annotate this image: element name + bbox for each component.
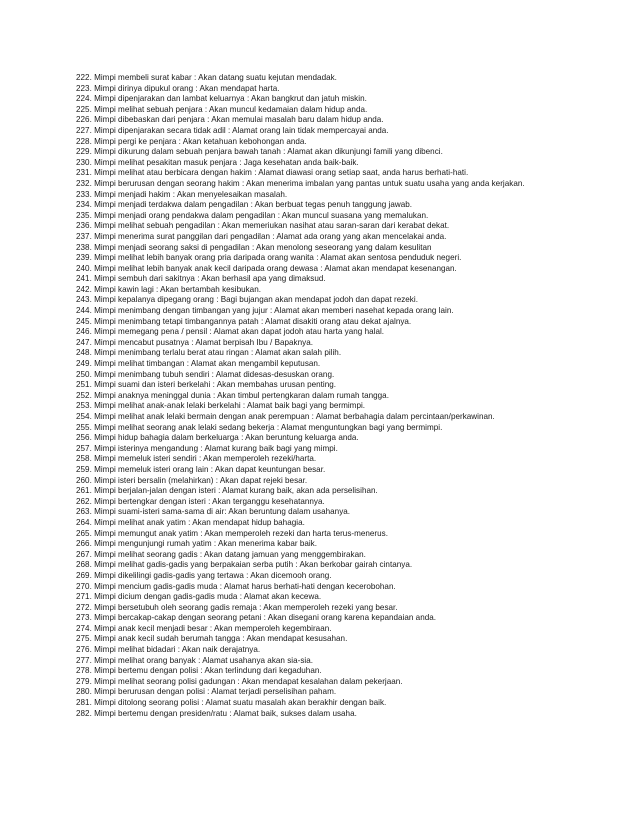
dream-entry: 229. Mimpi dikurung dalam sebuah penjara bawah tanah : Alamat akan dikunjungi famili yang dibenci. <box>76 147 443 157</box>
dream-entry: 238. Mimpi menjadi seorang saksi di pengadilan : Akan menolong seseorang yang dalam kesulitan <box>76 242 432 252</box>
dream-entry: 262. Mimpi bertengkar dengan isteri : Akan terganggu kesehatannya. <box>76 496 325 506</box>
dream-entry: 265. Mimpi memungut anak yatim : Akan memperoleh rezeki dan harta terus-menerus. <box>76 528 389 538</box>
dream-entry: 281. Mimpi ditolong seorang polisi : Alamat suatu masalah akan berakhir dengan baik. <box>76 698 387 708</box>
dream-entry: 282. Mimpi bertemu dengan presiden/ratu : Alamat baik, sukses dalam usaha. <box>76 708 357 718</box>
dream-entry: 250. Mimpi menimbang tubuh sendiri : Alamat didesas-desuskan orang. <box>76 369 335 379</box>
dream-entry: 256. Mimpi hidup bahagia dalam berkeluarga : Akan beruntung keluarga anda. <box>76 433 359 443</box>
dream-entry: 274. Mimpi anak kecil menjadi besar : Akan memperoleh kegembiraan. <box>76 623 332 633</box>
dream-entry: 280. Mimpi berurusan dengan polisi : Alamat terjadi perselisihan paham. <box>76 687 337 697</box>
dream-entry: 267. Mimpi melihat seorang gadis : Akan datang jamuan yang menggembirakan. <box>76 549 366 559</box>
dream-entry: 235. Mimpi menjadi orang pendakwa dalam pengadilan : Akan muncul suasana yang memalukan. <box>76 210 429 220</box>
dream-entry: 223. Mimpi dirinya dipukul orang : Akan mendapat harta. <box>76 83 280 93</box>
dream-entry: 237. Mimpi menerima surat panggilan dari pengadilan : Alamat ada orang yang akan mencelakai anda. <box>76 231 447 241</box>
dream-entry: 244. Mimpi menimbang dengan timbangan yang jujur : Alamat akan memberi nasehat kepada orang lain. <box>76 306 454 316</box>
dream-entry: 273. Mimpi bercakap-cakap dengan seorang petani : Akan disegani orang karena kepandaian anda. <box>76 613 437 623</box>
dream-entry: 248. Mimpi menimbang terlalu berat atau ringan : Alamat akan salah pilih. <box>76 348 342 358</box>
dream-entry: 257. Mimpi isterinya mengandung : Alamat kurang baik bagi yang mimpi. <box>76 443 338 453</box>
dream-entry: 277. Mimpi melihat orang banyak : Alamat usahanya akan sia-sia. <box>76 655 314 665</box>
dream-entry: 254. Mimpi melihat anak lelaki bermain dengan anak perempuan : Alamat berbahagia dalam percintaan/perkawinan. <box>76 412 495 421</box>
dream-entry: 269. Mimpi dikelilingi gadis-gadis yang tertawa : Akan dicemooh orang. <box>76 570 332 580</box>
dream-entry: 259. Mimpi memeluk isteri orang lain : Akan dapat keuntungan besar. <box>76 464 326 474</box>
dream-entry: 234. Mimpi menjadi terdakwa dalam pengadilan : Akan berbuat tegas penuh tanggung jawab. <box>76 200 413 210</box>
dream-entry: 242. Mimpi kawin lagi : Akan bertambah kesibukan. <box>76 284 261 294</box>
dream-entry: 233. Mimpi menjadi hakim : Akan menyelesaikan masalah. <box>76 189 288 199</box>
dream-entry: 272. Mimpi bersetubuh oleh seorang gadis remaja : Akan memperoleh rezeki yang besar. <box>76 602 398 612</box>
dream-entry: 251. Mimpi suami dan isteri berkelahi : Akan membahas urusan penting. <box>76 380 337 390</box>
dream-entry: 243. Mimpi kepalanya dipegang orang : Bagi bujangan akan mendapat jodoh dan dapat rezeki. <box>76 295 418 305</box>
dream-entry: 279. Mimpi melihat seorang polisi gadungan : Akan mendapat kesalahan dalam pekerjaan. <box>76 676 403 686</box>
dream-entry: 227. Mimpi dipenjarakan secara tidak adil : Alamat orang lain tidak mempercayai anda. <box>76 125 389 135</box>
dream-entry: 260. Mimpi isteri bersalin (melahirkan) : Akan dapat rejeki besar. <box>76 475 308 485</box>
dream-entry: 263. Mimpi suami-isteri sama-sama di air: Akan beruntung dalam usahanya. <box>76 507 351 517</box>
dream-entry: 222. Mimpi membeli surat kabar : Akan datang suatu kejutan mendadak. <box>76 73 337 82</box>
dream-entry: 236. Mimpi melihat sebuah pengadilan : Akan memeriukan nasihat atau saran-saran dari kerabat dekat. <box>76 221 450 231</box>
dream-entry: 261. Mimpi berjalan-jalan dengan isteri : Alamat kurang baik, akan ada perselisihan. <box>76 486 378 496</box>
dream-entry: 276. Mimpi melihat bidadari : Akan naik derajatnya. <box>76 645 261 655</box>
dream-entry: 253. Mimpi melihat anak-anak lelaki berkelahi : Alamat baik bagi yang bermimpi. <box>76 401 366 411</box>
dream-entry: 225. Mimpi melihat sebuah penjara : Akan muncul kedamaian dalam hidup anda. <box>76 104 368 114</box>
dream-entry: 231. Mimpi melihat atau berbicara dengan hakim : Alamat diawasi orang setiap saat, anda harus berhati-hati. <box>76 168 469 178</box>
dream-entry: 240. Mimpi melihat lebih banyak anak kecil daripada orang dewasa : Alamat akan mendapat kesenangan. <box>76 263 457 273</box>
dream-entry: 224. Mimpi dipenjarakan dan lambat keluarnya : Akan bangkrut dan jatuh miskin. <box>76 94 367 104</box>
dream-entry: 247. Mimpi mencabut pusatnya : Alamat berpisah Ibu / Bapaknya. <box>76 337 313 347</box>
dream-entry: 264. Mimpi melihat anak yatim : Akan mendapat hidup bahagia. <box>76 517 305 527</box>
dream-entry: 275. Mimpi anak kecil sudah berumah tangga : Akan mendapat kesusahan. <box>76 634 348 644</box>
dream-entry: 246. Mimpi memegang pena / pensil : Alamat akan dapat jodoh atau harta yang halal. <box>76 327 385 337</box>
dream-entry: 230. Mimpi melihat pesakitan masuk penjara : Jaga kesehatan anda baik-baik. <box>76 157 359 167</box>
dream-entry: 252. Mimpi anaknya meninggal dunia : Akan timbul pertengkaran dalam rumah tangga. <box>76 390 389 400</box>
dream-entry: 226. Mimpi dibebaskan dari penjara : Akan memulai masalah baru dalam hidup anda. <box>76 115 384 125</box>
dream-entry: 232. Mimpi berurusan dengan seorang hakim : Akan menerima imbalan yang pantas untuk suatu usaha yang anda kerjakan. <box>76 178 525 188</box>
dream-entry: 278. Mimpi bertemu dengan polisi : Akan terlindung dari kegaduhan. <box>76 666 322 676</box>
dream-entry: 245. Mimpi menimbang tetapi timbangannya patah : Alamat disakiti orang atau dekat ajalnya. <box>76 316 412 326</box>
dream-entry: 266. Mimpi mengunjungi rumah yatim : Akan menerima kabar baik. <box>76 539 318 549</box>
dream-entry: 239. Mimpi melihat lebih banyak orang pria daripada orang wanita : Alamat akan sentosa penduduk negeri. <box>76 253 462 263</box>
document-page <box>76 73 566 719</box>
dream-entry: 258. Mimpi memeluk isteri sendiri : Akan memperoleh rezeki/harta. <box>76 454 317 464</box>
dream-entry: 241. Mimpi sembuh dari sakitnya : Akan berhasil apa yang dimaksud. <box>76 274 326 284</box>
dream-entry: 271. Mimpi dicium dengan gadis-gadis muda : Alamat akan kecewa. <box>76 592 322 602</box>
dream-entry: 268. Mimpi melihat gadis-gadis yang berpakaian serba putih : Akan berkobar gairah cintanya. <box>76 560 413 570</box>
dream-entry: 270. Mimpi mencium gadis-gadis muda : Alamat harus berhati-hati dengan kecerobohan. <box>76 581 396 591</box>
dream-entry: 255. Mimpi melihat seorang anak lelaki sedang bekerja : Alamat menguntungkan bagi yang bermimpi. <box>76 422 443 432</box>
dream-entry: 249. Mimpi melihat timbangan : Alamat akan mengambil keputusan. <box>76 359 321 369</box>
dream-entry: 228. Mimpi pergi ke penjara : Akan ketahuan kebohongan anda. <box>76 136 307 146</box>
